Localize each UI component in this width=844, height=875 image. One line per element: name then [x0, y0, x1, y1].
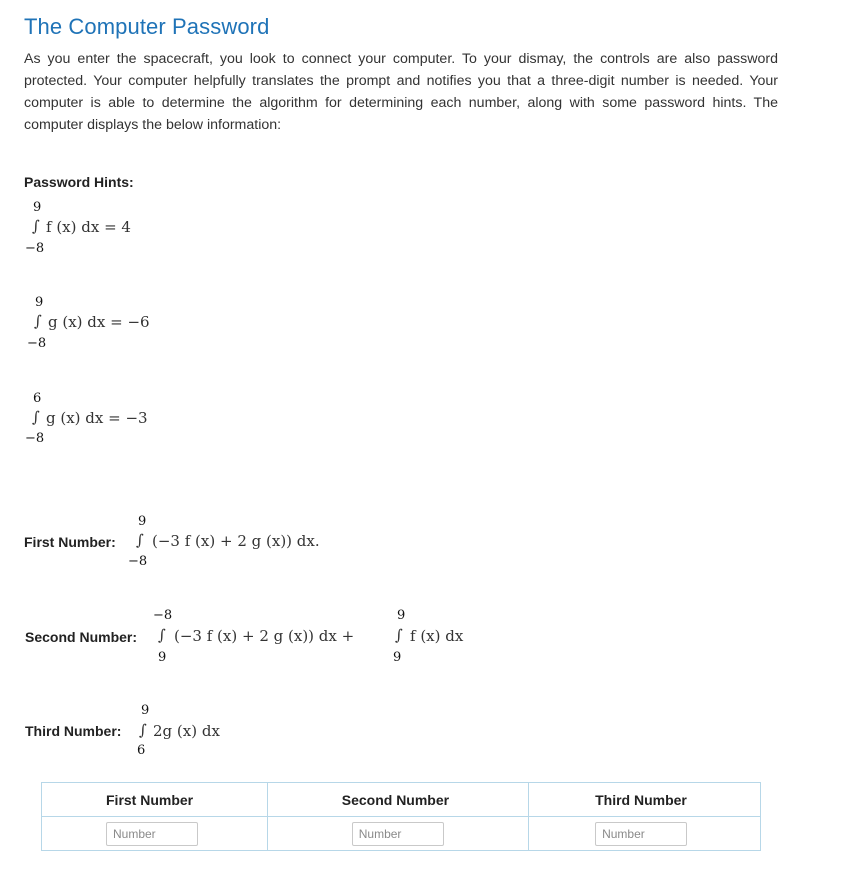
upper-limit: 9: [35, 295, 44, 310]
upper-limit: 9: [138, 514, 147, 529]
integral-sign-icon: ∫: [34, 312, 42, 330]
cell-first-number: [42, 817, 268, 851]
upper-limit: 9: [141, 703, 150, 718]
integral-sign-icon: ∫: [158, 626, 166, 644]
lower-limit: −8: [27, 336, 47, 351]
table-header-row: [42, 783, 761, 817]
header-second-number: Second Number: [267, 783, 528, 817]
upper-limit: 9: [33, 200, 42, 215]
integrand: 2g (x) dx: [153, 722, 220, 740]
integrand: f (x) dx = 4: [46, 218, 131, 236]
lower-limit: 6: [137, 743, 146, 758]
integrand: g (x) dx = −3: [46, 409, 148, 427]
lower-limit: −8: [25, 431, 45, 446]
cell-third-number: [529, 817, 761, 851]
lower-limit: −8: [25, 241, 45, 256]
header-third-number: Third Number: [529, 783, 761, 817]
third-number-input[interactable]: [595, 822, 687, 846]
lower-limit: −8: [128, 554, 148, 569]
third-number-label: Third Number:: [25, 723, 122, 739]
second-number-label: Second Number:: [25, 629, 138, 645]
upper-limit: 6: [33, 391, 42, 406]
page-title: The Computer Password: [24, 14, 270, 39]
first-number-input[interactable]: [106, 822, 198, 846]
integrand: g (x) dx = −6: [48, 313, 150, 331]
integral-sign-icon: ∫: [395, 626, 403, 644]
lower-limit: 9: [393, 650, 402, 665]
table-input-row: [42, 817, 761, 851]
integral-sign-icon: ∫: [32, 217, 40, 235]
upper-limit: −8: [153, 608, 173, 623]
integrand: (−3 f (x) + 2 g (x)) dx.: [152, 532, 320, 550]
integral-sign-icon: ∫: [136, 531, 144, 549]
upper-limit: 9: [397, 608, 406, 623]
cell-second-number: [267, 817, 528, 851]
header-first-number: First Number: [42, 783, 268, 817]
hints-label: Password Hints:: [24, 174, 134, 190]
integral-sign-icon: ∫: [139, 721, 147, 739]
integral-sign-icon: ∫: [32, 408, 40, 426]
lower-limit: 9: [158, 650, 167, 665]
intro-paragraph: As you enter the spacecraft, you look to connect your computer. To your dismay, the controls are also password protected. Your computer helpfully translates the prompt and notifies you that a three-digit number is needed. Your computer is able to determine the algorithm for determining each number, along with some password hints. The computer displays the below information:: [24, 51, 778, 133]
integrand: (−3 f (x) + 2 g (x)) dx +: [174, 627, 355, 645]
second-number-input[interactable]: [352, 822, 444, 846]
first-number-label: First Number:: [24, 534, 116, 550]
integrand: f (x) dx: [410, 627, 464, 645]
answer-table: [41, 782, 761, 851]
